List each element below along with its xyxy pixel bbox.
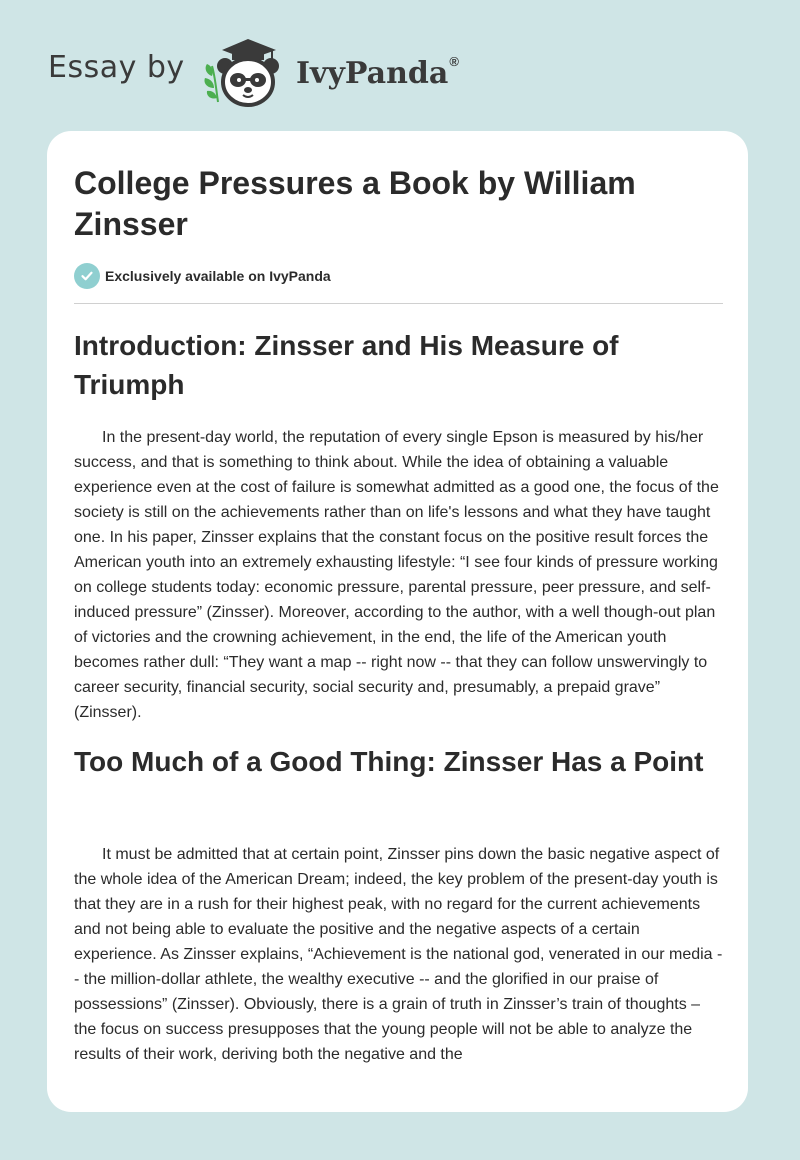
exclusive-label: Exclusively available on IvyPanda [105, 268, 331, 284]
essay-title: College Pressures a Book by William Zinsser [74, 165, 636, 242]
title-divider [74, 303, 723, 304]
essay-card [47, 131, 748, 1112]
check-circle-icon [74, 263, 100, 289]
section-paragraph: In the present-day world, the reputation of every single Epson is measured by his/her success, and that is something to think about. While the idea of obtaining a valuable experience even at the cost of failure is somewhat admitted as a good one, the focus of the society is still on the achievements rather than on life's lessons and what they have taught one. In his paper, Zinsser explains that the constant focus on the positive result forces the American youth into an extremely exhausting lifestyle: “I see four kinds of pressure working on college students today: economic pressure, parental pressure, peer pressure, and self-induced pressure” (Zinsser). Moreover, according to the author, with a well though-out plan of victories and the crowning achievement, in the end, the life of the American youth becomes rather dull: “They want a map -- right now -- that they can follow unswervingly to career security, financial security, social security and, presumably, a prepaid grave” (Zinsser). [74, 429, 719, 721]
exclusive-badge [74, 263, 331, 289]
site-header [0, 0, 800, 130]
panda-graduate-logo-icon[interactable] [200, 36, 292, 108]
brand-name[interactable] [296, 56, 459, 91]
section-paragraph: It must be admitted that at certain point, Zinsser pins down the basic negative aspect of the whole idea of the American Dream; indeed, the key problem of the present-day youth is that they are in a rush for their highest peak, with no regard for the current achievements and not being able to evaluate the positive and the negative aspects of a certain experience. As Zinsser explains, “Achievement is the national god, venerated in our media -- the million-dollar athlete, the wealthy executive -- and the glorified in our praise of possessions” (Zinsser). Obviously, there is a grain of truth in Zinsser’s train of thoughts – the focus on success presupposes that the young people will not be able to analyze the results of their work, deriving both the negative and the [74, 846, 723, 1063]
section-heading: Introduction: Zinsser and His Measure of Triumph [74, 330, 619, 400]
section-heading: Too Much of a Good Thing: Zinsser Has a Point [74, 746, 704, 777]
brand-name-text: IvyPanda [296, 56, 449, 91]
registered-mark: ® [449, 54, 459, 69]
essay-by-label: Essay by [48, 50, 185, 85]
